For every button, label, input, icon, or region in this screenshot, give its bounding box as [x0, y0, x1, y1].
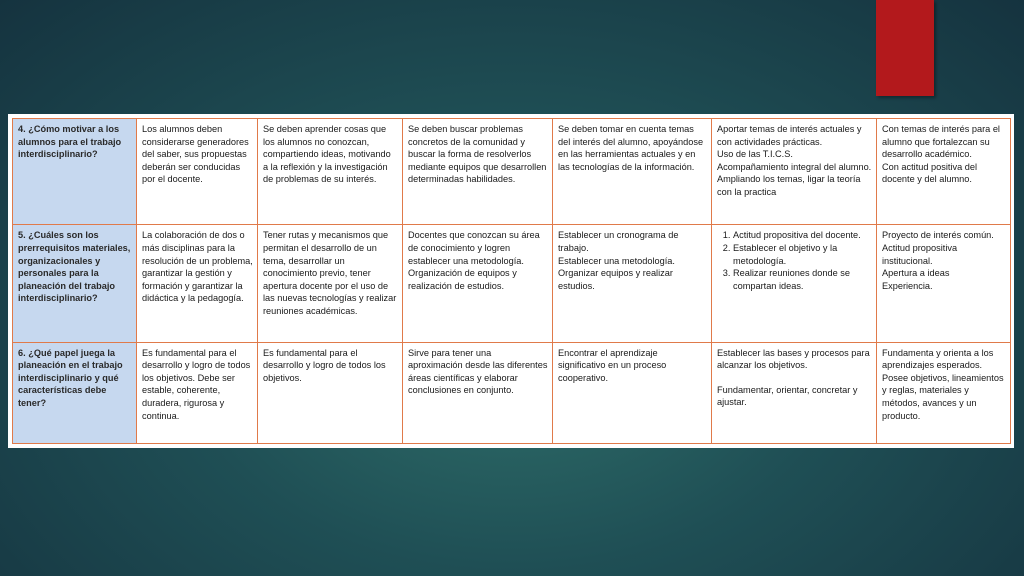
question-cell: 6. ¿Qué papel juega la planeación en el trabajo interdisciplinario y qué características debe tener?: [13, 342, 137, 443]
table-panel: [8, 114, 1014, 448]
cell-line: Establecer las bases y procesos para alcanzar los objetivos.: [717, 347, 870, 371]
table-cell: Encontrar el aprendizaje significativo en un proceso cooperativo.: [553, 342, 712, 443]
table-cell-list: [712, 225, 877, 342]
cell-line: Proyecto de interés común.: [882, 230, 994, 241]
table-cell: Se deben aprender cosas que los alumnos no conozcan, compartiendo ideas, motivando a la reflexión y la investigación de problemas de su interés.: [258, 119, 403, 225]
cell-line: Docentes que conozcan su área de conocimiento y logren establecer una metodología.: [408, 230, 540, 266]
cell-line: Fundamenta y orienta a los aprendizajes esperados.: [882, 347, 994, 371]
cell-line: Fundamentar, orientar, concretar y ajustar.: [717, 384, 858, 408]
numbered-list: [717, 229, 872, 292]
table-row: [13, 342, 1011, 443]
question-cell: 5. ¿Cuáles son los prerrequisitos materiales, organizacionales y personales para la planeación del trabajo interdisciplinario?: [13, 225, 137, 342]
cell-line: Apertura a ideas: [882, 268, 950, 279]
cell-line: Acompañamiento integral del alumno.: [717, 161, 872, 172]
cell-line: Aportar temas de interés actuales y con actividades prácticas.: [717, 124, 862, 147]
cell-line: Posee objetivos, lineamientos y reglas, materiales y métodos, avances y un producto.: [882, 372, 1004, 421]
line-gap: [717, 372, 872, 384]
table-cell: Sirve para tener una aproximación desde las diferentes áreas científicas y elaborar conclusiones en conjunto.: [403, 342, 553, 443]
table-cell: [553, 225, 712, 342]
cell-line: Con actitud positiva del docente y del alumno.: [882, 161, 977, 185]
table-cell: [712, 342, 877, 443]
list-item: 2. Establecer el objetivo y la metodología.: [733, 242, 872, 267]
table-cell: Se deben buscar problemas concretos de la comunidad y buscar la forma de resolverlos mediante equipos que desarrollen determinadas habilidades.: [403, 119, 553, 225]
cell-line: Actitud propositiva institucional.: [882, 242, 958, 266]
table-cell: [712, 119, 877, 225]
cell-line: Establecer un cronograma de trabajo.: [558, 230, 679, 253]
cell-line: Ampliando los temas, ligar la teoría con la practica: [717, 174, 861, 197]
table-cell: [403, 225, 553, 342]
table-cell: [877, 119, 1011, 225]
table-row: [13, 225, 1011, 342]
decorative-red-tab: [876, 0, 934, 96]
cell-line: Uso de las T.I.C.S.: [717, 149, 793, 160]
table-row: [13, 119, 1011, 225]
cell-line: Experiencia.: [882, 280, 933, 291]
table-cell: [877, 342, 1011, 443]
table-cell: Se deben tomar en cuenta temas del interés del alumno, apoyándose en las herramientas actuales y en las tecnologías de la información.: [553, 119, 712, 225]
table-cell: La colaboración de dos o más disciplinas para la resolución de un problema, garantizar la gestión y formación y garantizar la didáctica y la pedagogía.: [137, 225, 258, 342]
question-cell: 4. ¿Cómo motivar a los alumnos para el trabajo interdisciplinario?: [13, 119, 137, 225]
cell-line: Organización de equipos y realización de estudios.: [408, 268, 517, 291]
table-cell: Los alumnos deben considerarse generadores del saber, sus propuestas deberán ser conducidas por el docente.: [137, 119, 258, 225]
table-cell: Es fundamental para el desarrollo y logro de todos los objetivos. Debe ser estable, coherente, duradera, rigurosa y continua.: [137, 342, 258, 443]
cell-line: Establecer una metodología.: [558, 255, 675, 266]
cell-line: Organizar equipos y realizar estudios.: [558, 268, 673, 291]
list-item: 3. Realizar reuniones donde se compartan ideas.: [733, 267, 872, 292]
cell-line: Con temas de interés para el alumno que fortalezcan su desarrollo académico.: [882, 124, 1000, 160]
table-cell: Tener rutas y mecanismos que permitan el desarrollo de un tema, desarrollar un conocimiento previo, tener apertura docente por el uso de las nuevas tecnologías y realizar reuniones académicas.: [258, 225, 403, 342]
interdisciplinary-table: [12, 118, 1011, 444]
table-cell: Es fundamental para el desarrollo y logro de todos los objetivos.: [258, 342, 403, 443]
list-item: 1. Actitud propositiva del docente.: [733, 229, 872, 242]
table-cell: [877, 225, 1011, 342]
